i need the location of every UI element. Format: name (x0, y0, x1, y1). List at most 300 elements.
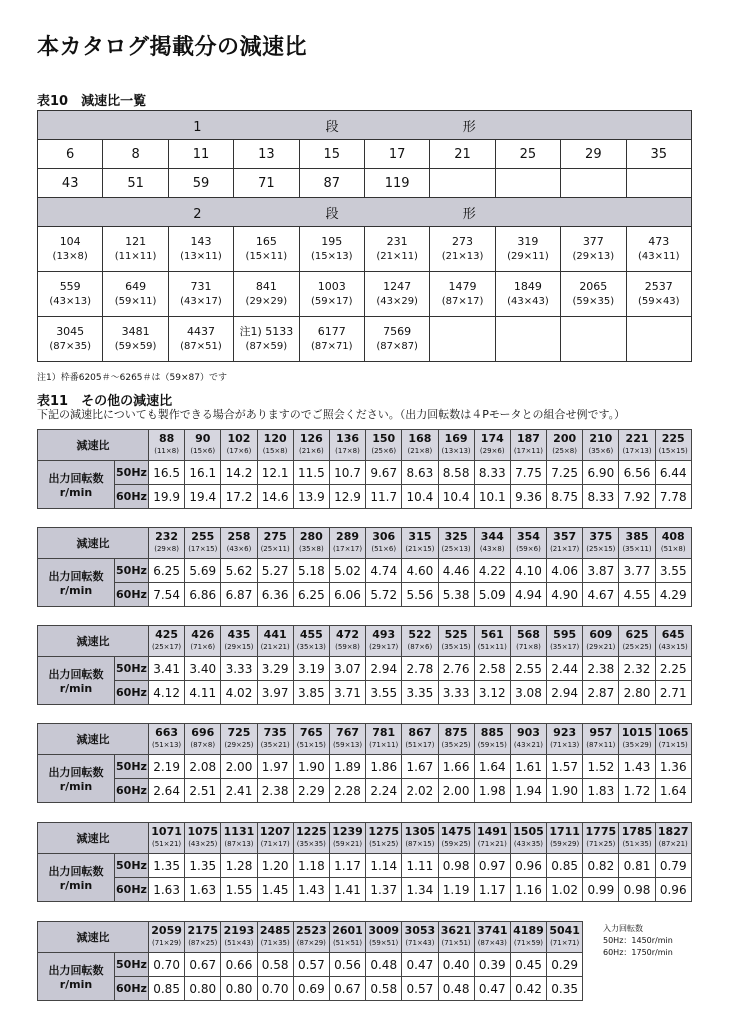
ratio-value: 1065 (657, 726, 689, 739)
ratio-cell (293, 430, 329, 461)
two-stage-combination: (87×71) (310, 341, 353, 352)
ratio-combination: (71×59) (513, 939, 544, 947)
two-stage-ratio-cell (430, 272, 495, 317)
ratio-combination: (71×71) (550, 939, 580, 947)
legend-60hz: 60Hz：1750r/min (603, 948, 673, 957)
ratio-cell (655, 430, 691, 461)
two-stage-ratio: 1003 (317, 280, 346, 293)
ratio-cell (547, 724, 583, 755)
speed-60hz-cell: 0.48 (438, 977, 474, 1001)
ratio-value: 357 (553, 530, 577, 543)
speed-50hz-cell: 2.38 (583, 657, 619, 681)
speed-60hz-cell: 6.87 (221, 583, 257, 607)
ratio-combination: (17×13) (622, 447, 652, 455)
empty-cell (626, 317, 692, 362)
table10-note: 注1）枠番6205＃～6265＃は（59×87）です (37, 373, 227, 383)
ratio-cell (474, 823, 510, 854)
output-speed-label (38, 657, 115, 705)
hz50-label: 50Hz (115, 755, 149, 779)
ratio-combination: (35×21) (260, 741, 290, 749)
ratio-cell (402, 724, 438, 755)
ratio-cell (293, 922, 329, 953)
two-stage-ratio: 165 (255, 235, 277, 248)
ratio-combination: (87×8) (190, 741, 216, 749)
two-stage-ratio: 1247 (383, 280, 412, 293)
ratio-value: 735 (263, 726, 287, 739)
speed-50hz-cell: 7.25 (547, 461, 583, 485)
ratio-block-table (37, 625, 692, 705)
speed-50hz-cell: 1.14 (366, 854, 402, 878)
speed-60hz-cell: 1.37 (366, 878, 402, 902)
ratio-value: 3741 (476, 924, 508, 937)
ratio-combination: (17×11) (513, 447, 544, 455)
two-stage-ratio-cell (103, 272, 168, 317)
ratio-cell (474, 430, 510, 461)
speed-50hz-cell: 4.22 (474, 559, 510, 583)
speed-60hz-cell: 10.4 (402, 485, 438, 509)
ratio-value: 1785 (621, 825, 653, 838)
speed-60hz-cell: 4.11 (185, 681, 221, 705)
ratio-value: 2059 (151, 924, 182, 937)
ratio-value: 210 (589, 432, 613, 445)
speed-50hz-cell: 3.87 (583, 559, 619, 583)
speed-60hz-cell: 2.71 (655, 681, 691, 705)
speed-60hz-cell: 6.86 (185, 583, 221, 607)
ratio-combination: (17×17) (332, 545, 363, 553)
ratio-value: 136 (336, 432, 360, 445)
speed-50hz-cell: 1.90 (293, 755, 329, 779)
ratio-cell (185, 528, 221, 559)
ratio-cell (510, 626, 546, 657)
speed-50hz-cell: 9.67 (366, 461, 402, 485)
two-stage-ratio-cell (299, 227, 364, 272)
speed-50hz-cell: 0.85 (547, 854, 583, 878)
ratio-cell (583, 823, 619, 854)
ratio-value: 1225 (296, 825, 327, 838)
speed-60hz-cell: 2.87 (583, 681, 619, 705)
hz60-label: 60Hz (115, 878, 149, 902)
speed-60hz-cell: 0.47 (474, 977, 510, 1001)
ratio-value: 1207 (259, 825, 291, 838)
speed-50hz-cell: 2.76 (438, 657, 474, 681)
ratio-value: 354 (516, 530, 540, 543)
ratio-combination: (43×25) (188, 840, 218, 848)
two-stage-ratio-cell (430, 227, 495, 272)
speed-60hz-cell: 2.28 (329, 779, 365, 803)
speed-50hz-cell: 1.67 (402, 755, 438, 779)
one-stage-ratio-cell: 87 (299, 169, 364, 198)
speed-60hz-cell: 1.90 (547, 779, 583, 803)
ratio-combination: (35×15) (441, 643, 471, 651)
output-speed-label-line1: 出力回転数 (48, 570, 104, 583)
hz50-label: 50Hz (115, 953, 149, 977)
ratio-cell (185, 922, 221, 953)
ratio-value: 1131 (223, 825, 255, 838)
speed-60hz-cell: 1.72 (619, 779, 655, 803)
speed-60hz-cell: 10.1 (474, 485, 510, 509)
speed-60hz-cell: 19.9 (149, 485, 185, 509)
ratio-value: 2193 (223, 924, 255, 937)
ratio-cell (547, 528, 583, 559)
empty-cell (626, 169, 692, 198)
speed-50hz-cell: 16.1 (185, 461, 221, 485)
ratio-combination: (21×21) (260, 643, 290, 651)
speed-50hz-cell: 1.64 (474, 755, 510, 779)
ratio-combination: (71×43) (405, 939, 435, 947)
speed-50hz-cell: 6.56 (619, 461, 655, 485)
ratio-value: 258 (227, 530, 251, 543)
ratio-value: 344 (480, 530, 504, 543)
ratio-value: 200 (553, 432, 577, 445)
empty-cell (430, 317, 495, 362)
ratio-cell (257, 823, 293, 854)
speed-50hz-cell: 3.77 (619, 559, 655, 583)
ratio-combination: (59×51) (369, 939, 399, 947)
ratio-value: 3053 (404, 924, 436, 937)
ratio-label: 減速比 (38, 430, 149, 461)
speed-60hz-cell: 13.9 (293, 485, 329, 509)
ratio-value: 1505 (513, 825, 544, 838)
ratio-value: 525 (444, 628, 468, 641)
ratio-cell (257, 724, 293, 755)
ratio-block-table (37, 822, 692, 902)
ratio-value: 225 (661, 432, 685, 445)
one-stage-header: 1 段 形 (38, 111, 692, 140)
ratio-combination: (59×25) (441, 840, 471, 848)
two-stage-combination: (29×29) (245, 296, 288, 307)
speed-50hz-cell: 0.48 (366, 953, 402, 977)
ratio-cell (329, 626, 365, 657)
two-stage-ratio: 143 (190, 235, 212, 248)
speed-50hz-cell: 0.67 (185, 953, 221, 977)
ratio-combination: (25×8) (552, 447, 577, 455)
speed-50hz-cell: 4.10 (510, 559, 546, 583)
ratio-value: 232 (155, 530, 179, 543)
speed-50hz-cell: 6.44 (655, 461, 691, 485)
ratio-value: 408 (661, 530, 685, 543)
speed-50hz-cell: 12.1 (257, 461, 293, 485)
ratio-cell (221, 724, 257, 755)
speed-50hz-cell: 5.69 (185, 559, 221, 583)
output-speed-label-line1: 出力回転数 (48, 668, 104, 681)
empty-cell (655, 977, 691, 1001)
ratio-cell (366, 823, 402, 854)
table10-caption: 表10 減速比一覧 (37, 94, 147, 109)
ratio-value: 280 (299, 530, 323, 543)
speed-60hz-cell: 5.38 (438, 583, 474, 607)
ratio-value: 4189 (513, 924, 544, 937)
speed-60hz-cell: 2.00 (438, 779, 474, 803)
speed-60hz-cell: 6.06 (329, 583, 365, 607)
ratio-cell (474, 724, 510, 755)
speed-60hz-cell: 9.36 (510, 485, 546, 509)
speed-50hz-cell: 2.58 (474, 657, 510, 681)
speed-50hz-cell: 14.2 (221, 461, 257, 485)
ratio-combination: (25×15) (586, 545, 616, 553)
two-stage-ratio-cell (234, 227, 299, 272)
two-stage-combination: (59×35) (572, 296, 615, 307)
speed-60hz-cell: 3.85 (293, 681, 329, 705)
output-speed-label-line1: 出力回転数 (48, 766, 104, 779)
ratio-cell (366, 724, 402, 755)
ratio-cell (257, 528, 293, 559)
speed-60hz-cell: 4.02 (221, 681, 257, 705)
ratio-combination: (15×6) (190, 447, 216, 455)
two-stage-combination: (87×17) (441, 296, 484, 307)
speed-60hz-cell: 5.72 (366, 583, 402, 607)
speed-60hz-cell: 2.24 (366, 779, 402, 803)
ratio-combination: (59×8) (335, 643, 360, 651)
two-stage-ratio-cell (495, 272, 560, 317)
speed-60hz-cell: 3.55 (366, 681, 402, 705)
ratio-combination: (59×6) (516, 545, 541, 553)
speed-60hz-cell: 7.54 (149, 583, 185, 607)
hz50-label: 50Hz (115, 559, 149, 583)
ratio-combination: (25×13) (441, 545, 471, 553)
speed-50hz-cell: 2.78 (402, 657, 438, 681)
one-stage-ratio-cell: 51 (103, 169, 168, 198)
speed-50hz-cell: 5.27 (257, 559, 293, 583)
speed-60hz-cell: 7.92 (619, 485, 655, 509)
two-stage-combination: (59×43) (637, 296, 680, 307)
ratio-value: 765 (299, 726, 323, 739)
ratio-value: 2523 (296, 924, 327, 937)
output-speed-label-line1: 出力回転数 (48, 964, 104, 977)
ratio-cell (329, 430, 365, 461)
two-stage-ratio-cell (168, 272, 233, 317)
ratio-cell (583, 626, 619, 657)
one-stage-ratio-cell: 25 (495, 140, 560, 169)
two-stage-ratio: 231 (386, 235, 408, 248)
speed-50hz-cell: 0.47 (402, 953, 438, 977)
ratio-combination: (59×29) (550, 840, 580, 848)
ratio-value: 275 (263, 530, 287, 543)
speed-50hz-cell: 10.7 (329, 461, 365, 485)
speed-60hz-cell: 0.35 (547, 977, 583, 1001)
ratio-combination: (71×29) (152, 939, 182, 947)
two-stage-ratio: 6177 (317, 325, 346, 338)
ratio-cell (329, 724, 365, 755)
ratio-cell (510, 922, 546, 953)
ratio-cell (474, 922, 510, 953)
one-stage-ratio-cell: 17 (364, 140, 429, 169)
ratio-cell (293, 724, 329, 755)
speed-50hz-cell: 1.18 (293, 854, 329, 878)
one-stage-ratio-cell: 8 (103, 140, 168, 169)
ratio-cell (655, 724, 691, 755)
speed-60hz-cell: 12.9 (329, 485, 365, 509)
ratio-combination: (29×21) (586, 643, 616, 651)
two-stage-ratio-cell (234, 272, 299, 317)
speed-50hz-cell: 0.98 (438, 854, 474, 878)
ratio-value: 767 (336, 726, 360, 739)
ratio-value: 923 (553, 726, 577, 739)
ratio-combination: (35×25) (441, 741, 471, 749)
ratio-combination: (51×25) (369, 840, 399, 848)
speed-60hz-cell: 0.98 (619, 878, 655, 902)
ratio-combination: (59×13) (332, 741, 363, 749)
output-speed-unit: r/min (59, 584, 93, 597)
ratio-value: 3009 (368, 924, 400, 937)
ratio-combination: (35×13) (296, 643, 326, 651)
speed-60hz-cell: 1.02 (547, 878, 583, 902)
ratio-value: 1275 (368, 825, 400, 838)
speed-50hz-cell: 5.62 (221, 559, 257, 583)
ratio-value: 1711 (549, 825, 580, 838)
two-stage-ratio-cell (103, 227, 168, 272)
two-stage-ratio-cell (626, 227, 692, 272)
ratio-combination: (35×11) (622, 545, 652, 553)
output-speed-unit: r/min (59, 978, 93, 991)
speed-50hz-cell: 3.55 (655, 559, 691, 583)
two-stage-ratio: 2537 (644, 280, 673, 293)
ratio-cell (293, 528, 329, 559)
speed-60hz-cell: 2.41 (221, 779, 257, 803)
speed-50hz-cell: 1.17 (329, 854, 365, 878)
ratio-value: 867 (408, 726, 432, 739)
ratio-cell (619, 823, 655, 854)
two-stage-ratio: 841 (255, 280, 277, 293)
ratio-combination: (51×43) (224, 939, 254, 947)
two-stage-ratio: 7569 (383, 325, 412, 338)
ratio-cell (221, 922, 257, 953)
ratio-cell (221, 430, 257, 461)
two-stage-ratio: 2065 (579, 280, 608, 293)
empty-cell (495, 169, 560, 198)
speed-60hz-cell: 2.29 (293, 779, 329, 803)
speed-60hz-cell: 6.36 (257, 583, 293, 607)
two-stage-combination: (13×11) (180, 251, 222, 262)
speed-60hz-cell: 1.55 (221, 878, 257, 902)
speed-60hz-cell: 4.94 (510, 583, 546, 607)
ratio-combination: (87×15) (405, 840, 435, 848)
speed-60hz-cell: 4.90 (547, 583, 583, 607)
two-stage-ratio-cell (626, 272, 692, 317)
output-speed-label (38, 461, 115, 509)
ratio-cell (329, 922, 365, 953)
ratio-combination: (71×6) (190, 643, 216, 651)
speed-60hz-cell: 1.34 (402, 878, 438, 902)
ratio-combination: (25×25) (622, 643, 652, 651)
two-stage-ratio: 4437 (186, 325, 215, 338)
ratio-value: 425 (155, 628, 179, 641)
ratio-value: 120 (263, 432, 287, 445)
two-stage-ratio-cell (38, 227, 103, 272)
speed-60hz-cell: 1.45 (257, 878, 293, 902)
ratio-combination: (29×15) (224, 643, 254, 651)
speed-60hz-cell: 2.80 (619, 681, 655, 705)
speed-60hz-cell: 4.12 (149, 681, 185, 705)
input-speed-legend (603, 923, 673, 959)
ratio-combination: (51×51) (332, 939, 363, 947)
ratio-combination: (87×13) (224, 840, 254, 848)
ratio-value: 645 (661, 628, 685, 641)
speed-50hz-cell: 3.29 (257, 657, 293, 681)
ratio-combination: (43×35) (513, 840, 544, 848)
two-stage-combination: (13×8) (52, 251, 88, 262)
ratio-cell (257, 922, 293, 953)
two-stage-ratio: 注1) 5133 (239, 325, 294, 338)
ratio-combination: (35×8) (298, 545, 324, 553)
ratio-combination: (35×29) (622, 741, 652, 749)
ratio-value: 595 (553, 628, 577, 641)
ratio-combination: (71×25) (586, 840, 616, 848)
speed-50hz-cell: 0.70 (149, 953, 185, 977)
two-stage-ratio-cell (561, 227, 626, 272)
speed-50hz-cell: 1.61 (510, 755, 546, 779)
speed-50hz-cell: 1.43 (619, 755, 655, 779)
hz60-label: 60Hz (115, 779, 149, 803)
ratio-value: 426 (191, 628, 215, 641)
one-stage-ratio-cell: 13 (234, 140, 299, 169)
speed-60hz-cell: 3.71 (329, 681, 365, 705)
ratio-value: 2175 (187, 924, 219, 937)
ratio-combination: (71×35) (260, 939, 290, 947)
speed-50hz-cell: 6.25 (149, 559, 185, 583)
speed-50hz-cell: 0.79 (655, 854, 691, 878)
one-stage-ratio-cell: 119 (364, 169, 429, 198)
ratio-value: 568 (516, 628, 540, 641)
ratio-combination: (21×6) (298, 447, 324, 455)
ratio-value: 455 (299, 628, 323, 641)
speed-60hz-cell: 0.69 (293, 977, 329, 1001)
speed-50hz-cell: 2.00 (221, 755, 257, 779)
one-stage-ratio-cell: 35 (626, 140, 692, 169)
two-stage-ratio: 3481 (121, 325, 150, 338)
speed-50hz-cell: 1.86 (366, 755, 402, 779)
ratio-value: 174 (480, 432, 504, 445)
speed-60hz-cell: 0.85 (149, 977, 185, 1001)
two-stage-combination: (87×59) (245, 341, 288, 352)
ratio-combination: (51×35) (622, 840, 652, 848)
ratio-cell (149, 922, 185, 953)
speed-60hz-cell: 0.80 (185, 977, 221, 1001)
speed-50hz-cell: 4.74 (366, 559, 402, 583)
ratio-value: 441 (263, 628, 287, 641)
ratio-value: 609 (589, 628, 613, 641)
speed-60hz-cell: 1.41 (329, 878, 365, 902)
ratio-value: 315 (408, 530, 432, 543)
speed-60hz-cell: 3.97 (257, 681, 293, 705)
ratio-combination: (35×17) (550, 643, 580, 651)
ratio-value: 187 (516, 432, 540, 445)
ratio-value: 1491 (476, 825, 508, 838)
ratio-value: 1071 (151, 825, 182, 838)
ratio-cell (583, 528, 619, 559)
speed-50hz-cell: 8.58 (438, 461, 474, 485)
speed-50hz-cell: 2.25 (655, 657, 691, 681)
two-stage-combination: (59×59) (114, 341, 157, 352)
ratio-value: 88 (158, 432, 175, 445)
ratio-label: 減速比 (38, 724, 149, 755)
ratio-cell (402, 823, 438, 854)
ratio-cell (366, 430, 402, 461)
ratio-value: 150 (372, 432, 396, 445)
ratio-cell (619, 626, 655, 657)
ratio-value: 1015 (621, 726, 653, 739)
hz60-label: 60Hz (115, 583, 149, 607)
ratio-value: 1827 (657, 825, 689, 838)
ratio-combination: (35×6) (588, 447, 614, 455)
ratio-cell (438, 922, 474, 953)
ratio-combination: (17×6) (226, 447, 252, 455)
legend-title: 入力回転数 (603, 924, 643, 933)
speed-60hz-cell: 3.35 (402, 681, 438, 705)
ratio-combination: (51×17) (405, 741, 435, 749)
ratio-combination: (51×6) (371, 545, 397, 553)
ratio-combination: (71×51) (441, 939, 471, 947)
ratio-combination: (11×8) (154, 447, 179, 455)
